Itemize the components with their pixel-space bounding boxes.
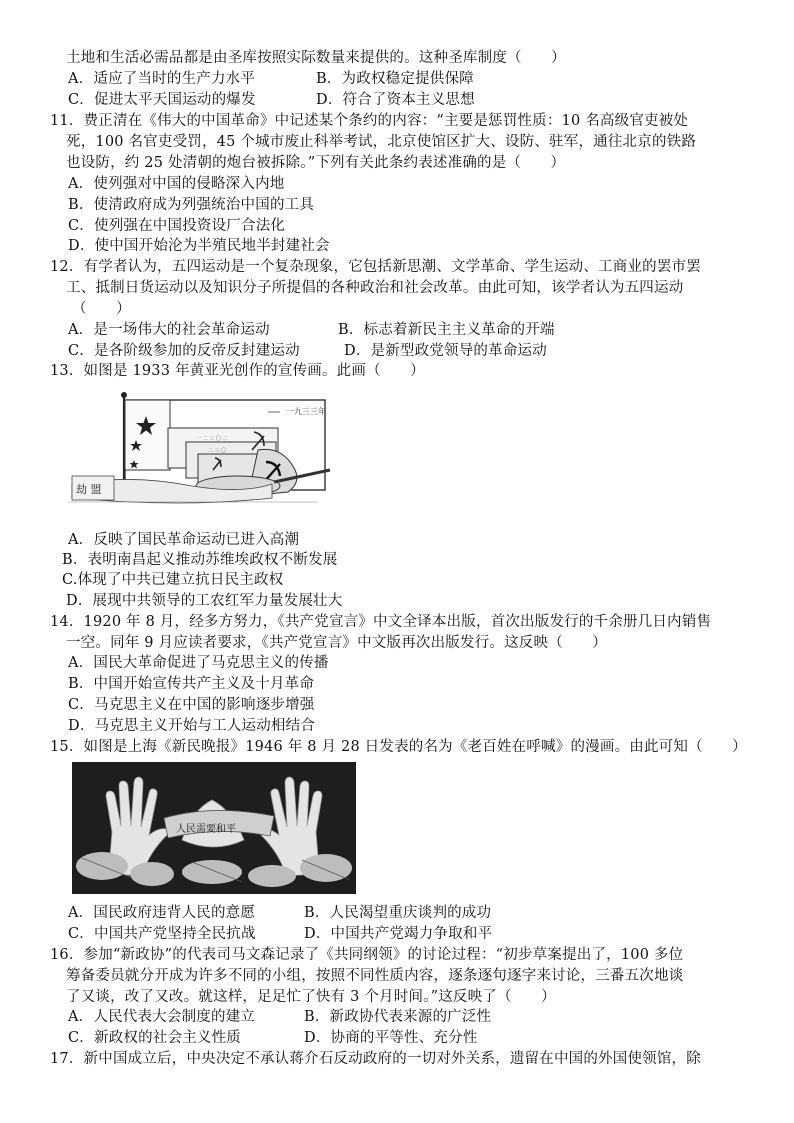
q14-stem-line2: 一空。同年 9 月应读者要求，《共产党宣言》中文版再次出版发行。这反映（ ） (66, 635, 607, 651)
q12-option-c: C．是各阶级参加的反帝反封建运动 (68, 343, 300, 359)
q10-stem: 土地和生活必需品都是由圣库按照实际数量来提供的。这种圣库制度（ ） (66, 50, 566, 66)
svg-text:一 二 三 〇 二: 一 二 三 〇 二 (196, 436, 228, 442)
q12-stem-line2: 工、抵制日货运动以及知识分子所提倡的各种政治和社会改革。由此可知，该学者认为五四运动 (66, 280, 684, 296)
q10-option-a: A．适应了当时的生产力水平 (68, 71, 256, 87)
q15-option-c: C．中国共产党坚持全民抗战 (68, 926, 256, 942)
q14-option-d: D．马克思主义开始与工人运动相结合 (68, 718, 316, 734)
q11-option-d: D．使中国开始沦为半殖民地半封建社会 (68, 238, 330, 254)
propaganda-poster-image (68, 390, 334, 510)
q16-stem-line1: 16．参加“新政协”的代表司马文森记录了《共同纲领》的讨论过程：“初步草案提出了，100 多位 (50, 947, 684, 963)
q15-option-d: D．中国共产党竭力争取和平 (304, 926, 493, 942)
q13-option-b: B．表明南昌起义推动苏维埃政权不断发展 (62, 552, 338, 568)
q12-stem-line1: 12．有学者认为，五四运动是一个复杂现象，它包括新思潮、文学革命、学生运动、工商业的罢市罢 (50, 259, 701, 275)
svg-text:劫 盟: 劫 盟 (76, 483, 102, 496)
q11-option-b: B．使清政府成为列强统治中国的工具 (68, 197, 315, 213)
q17-stem-line1: 17．新中国成立后，中央决定不承认蒋介石反动政府的一切对外关系，遗留在中国的外国使领馆，除 (50, 1051, 701, 1067)
q13-option-d: D．展现中共领导的工农红军力量发展壮大 (66, 593, 343, 609)
q12-stem-line3: （ ） (72, 301, 131, 317)
q10-option-d: D．符合了资本主义思想 (316, 92, 475, 108)
q12-option-d: D．是新型政党领导的革命运动 (344, 343, 547, 359)
q11-stem-line3: 也设防，约 25 处清朝的炮台被拆除。”下列有关此条约表述准确的是（ ） (66, 155, 566, 171)
q16-option-b: B．新政协代表来源的广泛性 (304, 1009, 492, 1025)
q14-option-c: C．马克思主义在中国的影响逐步增强 (68, 697, 315, 713)
q12-option-a: A．是一场伟大的社会革命运动 (68, 322, 270, 338)
q10-option-c: C．促进太平天国运动的爆发 (68, 92, 256, 108)
q15-option-a: A．国民政府违背人民的意愿 (68, 905, 256, 921)
q15-stem: 15．如图是上海《新民晚报》1946 年 8 月 28 日发表的名为《老百姓在呼喊》的漫画。由此可知（ ） (50, 739, 747, 755)
q11-option-a: A．使列强对中国的侵略深入内地 (68, 176, 285, 192)
q14-option-a: A．国民大革命促进了马克思主义的传播 (68, 655, 329, 671)
cartoon-banner-text: 人民需要和平 (176, 824, 236, 835)
q16-option-a: A．人民代表大会制度的建立 (68, 1009, 256, 1025)
q16-stem-line3: 了又谈，改了又改。就这样，足足忙了快有 3 个月时间。”这反映了（ ） (66, 989, 556, 1005)
cartoon-image (72, 762, 356, 894)
q13-option-c: C.体现了中共已建立抗日民主政权 (62, 572, 284, 588)
q11-option-c: C．使列强在中国投资设厂合法化 (68, 218, 286, 234)
q11-stem-line1: 11．费正清在《伟大的中国革命》中记述某个条约的内容：“主要是惩罚性质：10 名高级官吏被处 (50, 113, 689, 129)
q14-stem-line1: 14．1920 年 8 月，经多方努力，《共产党宣言》中文全译本出版，首次出版发行的千余册几日内销售 (50, 614, 712, 630)
q12-option-b: B．标志着新民主主义革命的开端 (338, 322, 555, 338)
q16-stem-line2: 筹备委员就分开成为许多不同的小组，按照不同性质内容，逐条逐句逐字来讨论，三番五次地谈 (66, 968, 684, 984)
q15-option-b: B．人民渴望重庆谈判的成功 (304, 905, 492, 921)
svg-text:二 三 〇: 二 三 〇 (208, 448, 227, 454)
q11-stem-line2: 死，100 名官吏受罚，45 个城市废止科举考试，北京使馆区扩大、设防、驻军，通往北京的铁路 (66, 134, 697, 150)
q13-option-a: A．反映了国民革命运动已进入高潮 (68, 532, 300, 548)
q13-stem: 13．如图是 1933 年黄亚光创作的宣传画。此画（ ） (50, 363, 425, 379)
q10-option-b: B．为政权稳定提供保障 (316, 71, 474, 87)
poster-year-label: 一九三三年 (286, 407, 326, 416)
q16-option-c: C．新政权的社会主义性质 (68, 1030, 241, 1046)
q14-option-b: B．中国开始宣传共产主义及十月革命 (68, 676, 315, 692)
q16-option-d: D．协商的平等性、充分性 (304, 1030, 478, 1046)
